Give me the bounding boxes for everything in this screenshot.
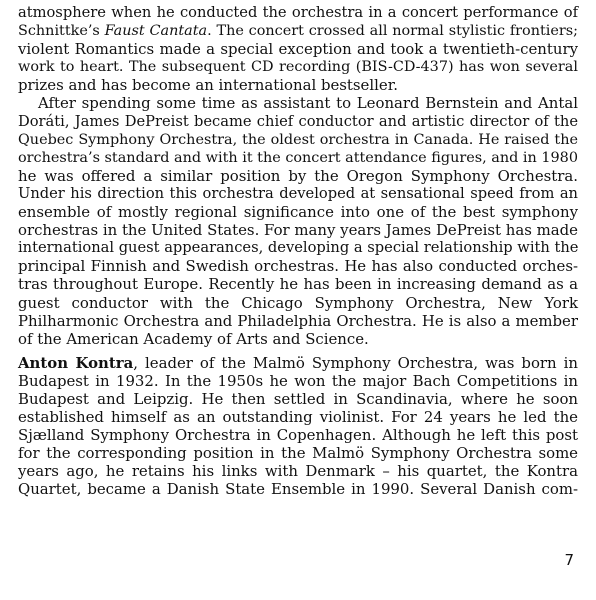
text-line: After spending some time as assistant to Leonard Bernstein and Antal xyxy=(38,94,578,113)
text-line: orchestras in the United States. For many years James DePreist has made xyxy=(18,221,578,240)
text-line: guest conductor with the Chicago Symphony Orchestra, New York xyxy=(18,293,578,312)
page-number: 7 xyxy=(564,551,574,569)
text-line xyxy=(18,354,578,372)
text-line: ensemble of mostly regional significance into one of the best symphony xyxy=(18,203,578,222)
work-title: Faust Cantata xyxy=(104,23,208,40)
artist-name: Anton Kontra xyxy=(18,353,134,372)
text-run: , leader of the Malmö Symphony Orchestra, was born in xyxy=(133,353,578,372)
text-line: atmosphere when he conducted the orchestra in a concert performance of xyxy=(18,4,578,21)
text-line: international guest appearances, developing a special relationship with the xyxy=(18,239,579,257)
paragraph-depreist xyxy=(18,94,578,347)
text-line: he was offered a similar position by the Oregon Symphony Orchestra. xyxy=(18,166,578,185)
text-line: Philharmonic Orchestra and Philadelphia Orchestra. He is also a member xyxy=(18,311,578,330)
text-line: years ago, he retains his links with Denmark – his quartet, the Kontra xyxy=(18,462,578,481)
text-line: Under his direction this orchestra developed at sensational speed from an xyxy=(18,184,578,202)
booklet-page xyxy=(18,4,578,499)
text-line: violent Romantics made a special exception and took a twentieth-century xyxy=(18,40,578,59)
text-run: Schnittke’s xyxy=(18,23,105,40)
text-line: established himself as an outstanding violinist. For 24 years he led the xyxy=(18,408,578,427)
text-line: prizes and has become an international bestseller. xyxy=(18,76,398,95)
paragraph-schnittke xyxy=(18,4,578,94)
text-line: orchestra’s standard and with it the concert attendance figures, and in 1980 xyxy=(18,149,578,166)
text-line: principal Finnish and Swedish orchestras. He has also conducted orches- xyxy=(18,257,578,276)
text-line: Quebec Symphony Orchestra, the oldest orchestra in Canada. He raised the xyxy=(18,131,578,148)
text-line: work to heart. The subsequent CD recording (BIS-CD-437) has won several xyxy=(18,59,578,76)
text-line: Doráti, James DePreist became chief conductor and artistic director of the xyxy=(18,112,578,130)
text-line: Quartet, became a Danish State Ensemble in 1990. Several Danish com- xyxy=(18,480,578,499)
paragraph-kontra xyxy=(18,354,578,499)
text-run: . The concert crossed all normal stylistic frontiers; xyxy=(207,23,578,40)
text-line xyxy=(18,22,578,40)
text-line: for the corresponding position in the Malmö Symphony Orchestra some xyxy=(18,444,578,463)
text-line: Budapest and Leipzig. He then settled in Scandinavia, where he soon xyxy=(18,389,578,408)
text-line: tras throughout Europe. Recently he has been in increasing demand as a xyxy=(18,275,578,294)
text-line: Budapest in 1932. In the 1950s he won the major Bach Competitions in xyxy=(18,371,578,390)
text-line: of the American Academy of Arts and Science. xyxy=(18,329,369,348)
text-line: Sjælland Symphony Orchestra in Copenhagen. Although he left this post xyxy=(18,426,578,445)
